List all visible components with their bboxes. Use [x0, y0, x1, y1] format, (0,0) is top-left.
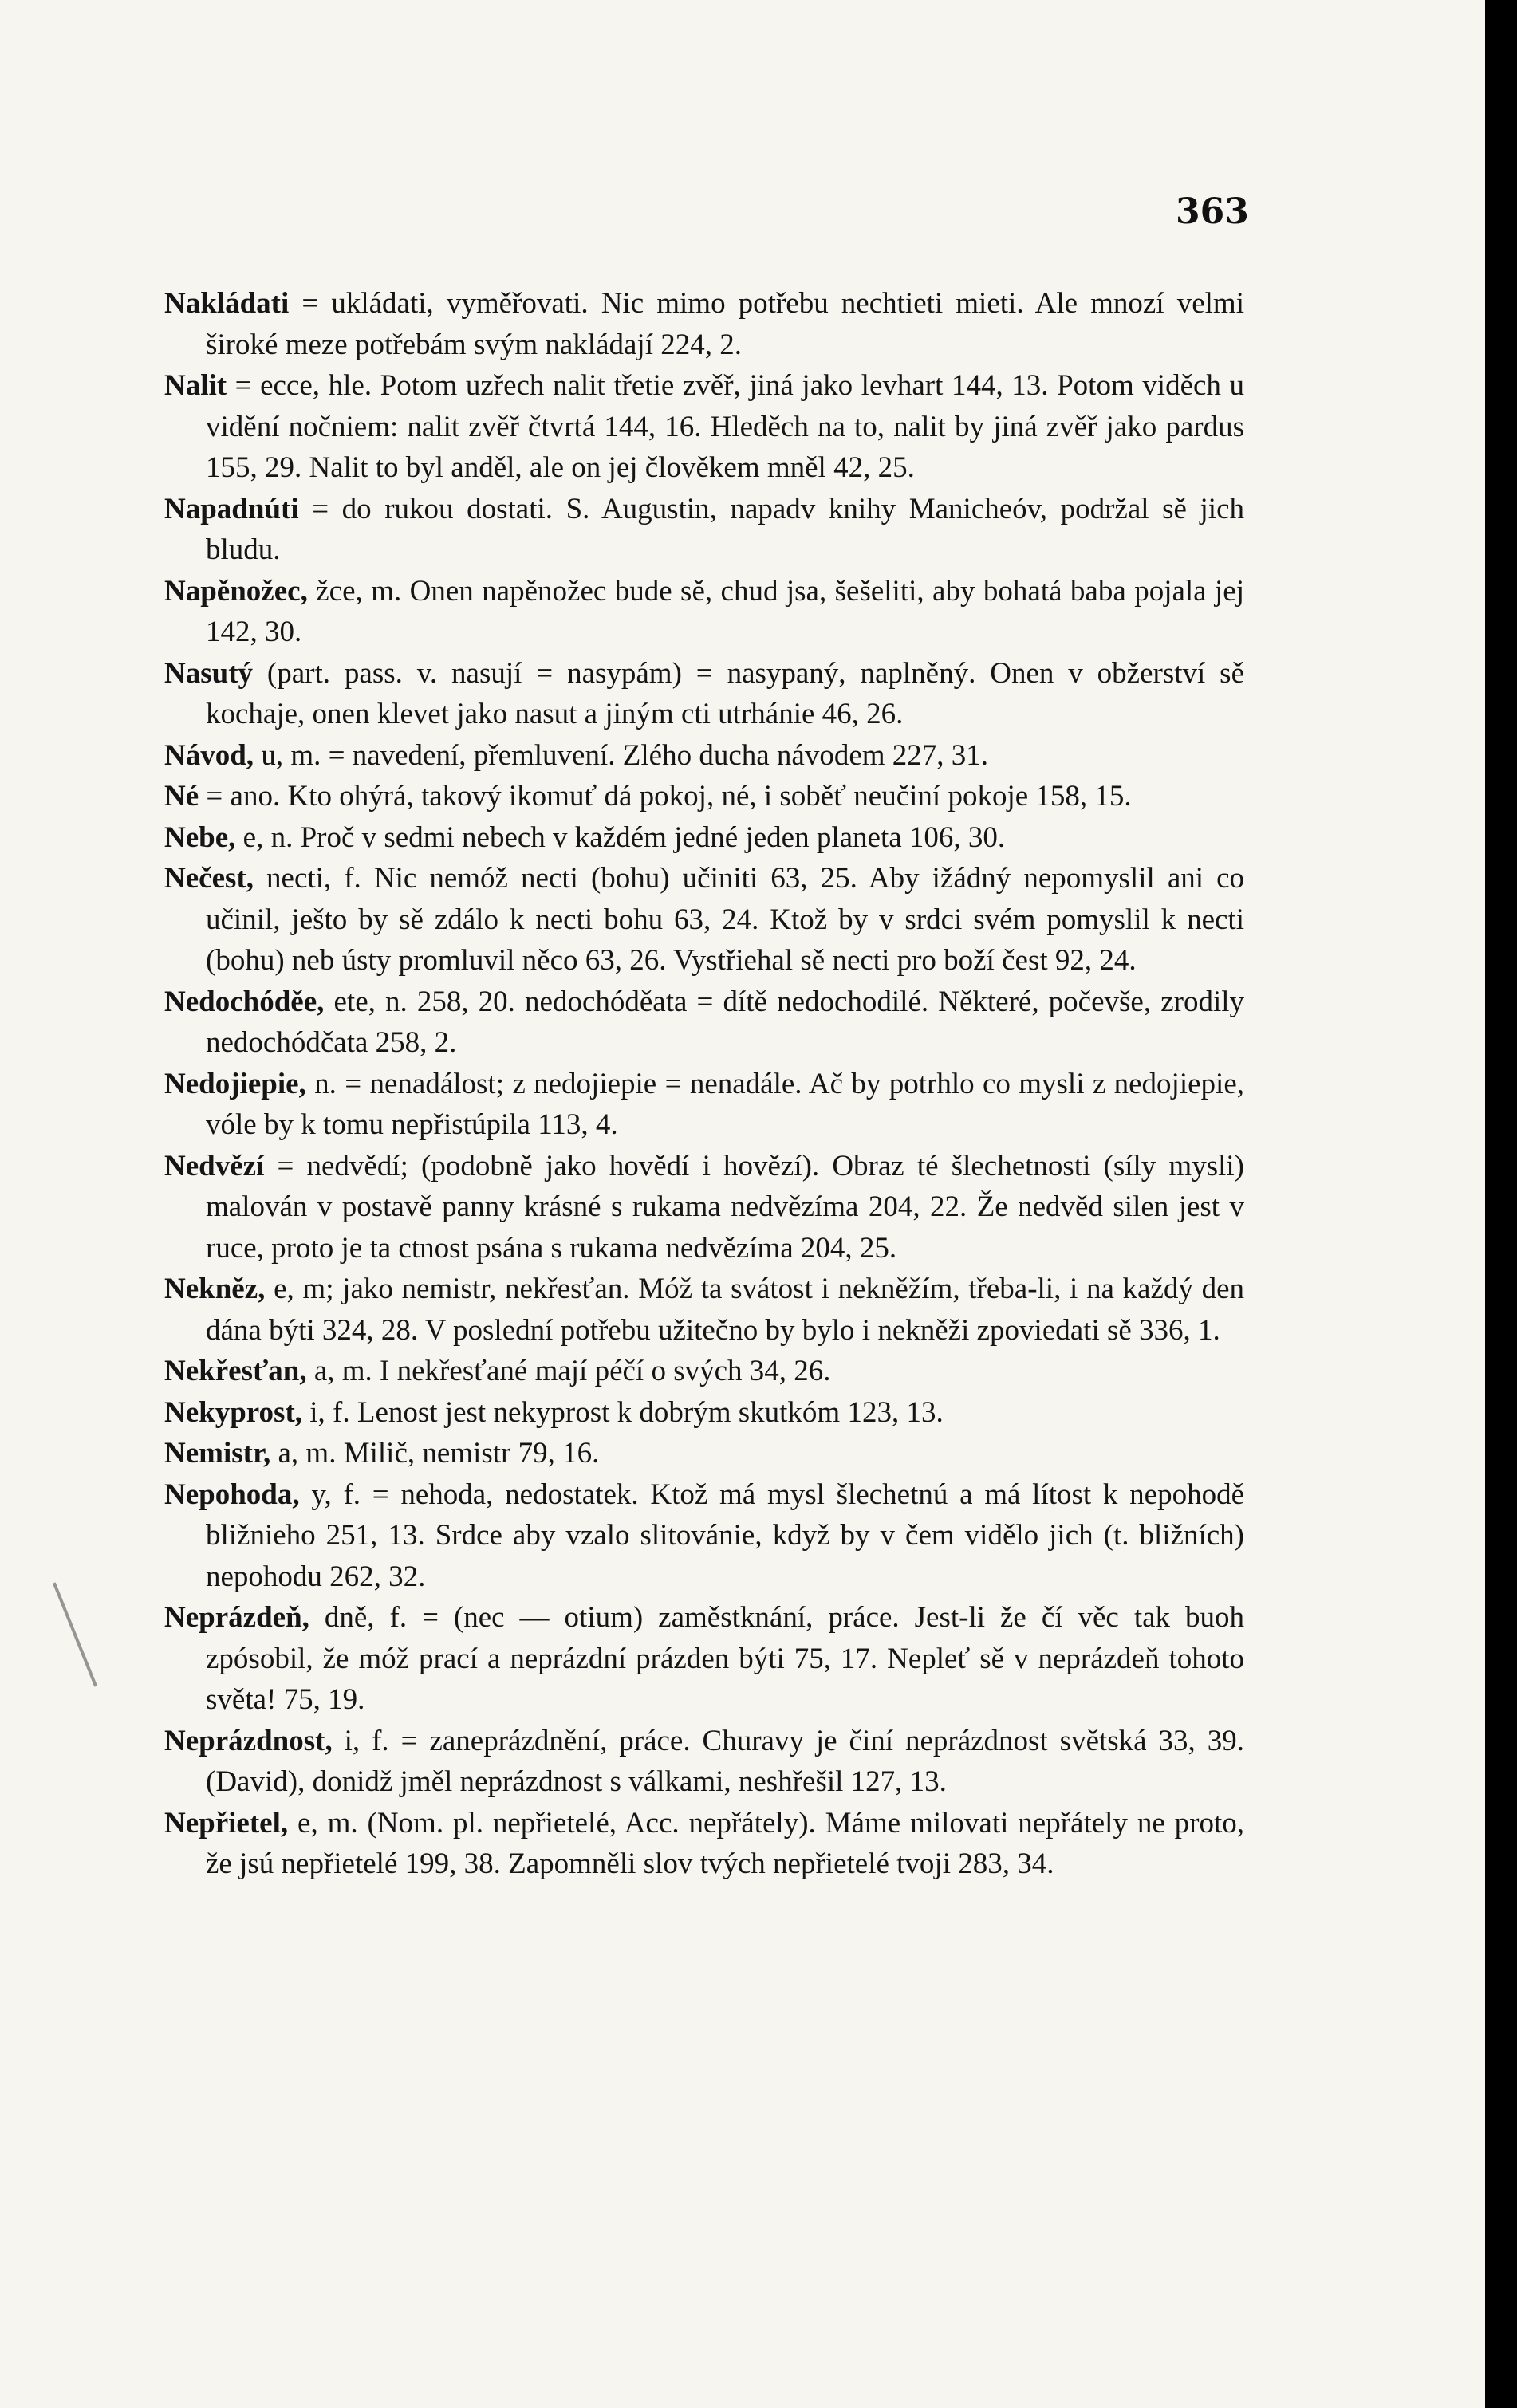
- entry-headword: Nebe,: [164, 820, 236, 854]
- entry-headword: Nekněz,: [164, 1273, 266, 1305]
- entry-body: u, m. = navedení, přemluvení. Zlého ducha návodem 227, 31.: [254, 738, 989, 772]
- margin-pencil-mark: [53, 1582, 97, 1686]
- dictionary-entry: [164, 735, 1244, 777]
- entry-headword: Nedvězí: [164, 1149, 265, 1182]
- entry-headword: Nečest,: [164, 862, 254, 895]
- entry-headword: Nedojiepie,: [164, 1067, 306, 1100]
- entry-body: e, m. (Nom. pl. nepřietelé, Acc. nepřátely). Máme milovati nepřátely ne proto, že jsú nepřietelé 199, 38. Zapomněli slov tvých nepřietelé tvoji 283, 34.: [206, 1806, 1244, 1880]
- entry-body: i, f. = zaneprázdnění, práce. Churavy je činí neprázdnost světská 33, 39. (David), donidž jměl neprázdnost s válkami, neshřešil 127, 13.: [206, 1724, 1244, 1798]
- entry-headword: Neprázdnost,: [164, 1724, 333, 1757]
- entry-headword: Nepřietel,: [164, 1806, 289, 1839]
- page-number: 363: [1176, 191, 1249, 232]
- entry-headword: Napadnúti: [164, 492, 299, 525]
- dictionary-entry: [164, 1433, 1244, 1474]
- dictionary-entry: [164, 1392, 1244, 1434]
- entry-body: a, m. I nekřesťané mají péčí o svých 34, 26.: [306, 1355, 831, 1387]
- dictionary-entry: [164, 1721, 1244, 1803]
- entry-headword: Nasutý: [164, 656, 254, 690]
- entry-body: (part. pass. v. nasují = nasypám) = nasypaný, naplněný. Onen v obžerství sě kochaje, onen klevet jako nasut a jiným cti utrhánie 46, 26.: [206, 656, 1244, 730]
- entry-headword: Neprázdeň,: [164, 1601, 309, 1634]
- entry-body: dně, f. = (nec — otium) zaměstknání, práce. Jest-li že čí věc tak buoh zpósobil, že móž prací a neprázdní prázden býti 75, 17. Nepleť sě v neprázdeň tohoto světa! 75, 19.: [206, 1601, 1244, 1716]
- entry-body: e, m; jako nemistr, nekřesťan. Móž ta svátost i nekněžím, třeba-li, i na každý den dána býti 324, 28. V poslední potřebu užitečno by bylo i nekněži zpoviedati sě 336, 1.: [206, 1273, 1244, 1347]
- dictionary-entry: [164, 1803, 1244, 1885]
- entry-headword: Nakládati: [164, 287, 290, 320]
- entry-headword: Né: [164, 780, 199, 813]
- entry-headword: Návod,: [164, 738, 254, 772]
- entry-headword: Nepohoda,: [164, 1477, 300, 1511]
- entry-body: necti, f. Nic nemóž necti (bohu) učiniti 63, 25. Aby ižádný nepomyslil ani co učinil, ješto by sě zdálo k necti bohu 63, 24. Ktož by v srdci svém pomyslil k necti (bohu) neb ústy promluvil něco 63, 26. Vystřiehal sě necti pro boží čest 92, 24.: [206, 862, 1244, 977]
- dictionary-entry: [164, 858, 1244, 982]
- scan-border: [1485, 0, 1517, 2408]
- dictionary-entry: [164, 653, 1244, 735]
- entry-headword: Napěnožec,: [164, 574, 308, 608]
- entry-body: a, m. Milič, nemistr 79, 16.: [270, 1437, 600, 1470]
- dictionary-entry: [164, 1597, 1244, 1721]
- entry-body: = nedvědí; (podobně jako hovědí i hovězí). Obraz té šlechetnosti (síly mysli) malován v postavě panny krásné s rukama nedvězíma 204, 22. Že nedvěd silen jest v ruce, proto je ta ctnost psána s rukama nedvězíma 204, 25.: [206, 1149, 1244, 1265]
- entry-list: [164, 283, 1244, 1885]
- dictionary-entry: [164, 1269, 1244, 1351]
- dictionary-entry: [164, 365, 1244, 489]
- dictionary-entry: [164, 489, 1244, 571]
- entry-body: i, f. Lenost jest nekyprost k dobrým skutkóm 123, 13.: [302, 1395, 944, 1429]
- entry-body: žce, m. Onen napěnožec bude sě, chud jsa, šešeliti, aby bohatá baba pojala jej 142, 30.: [206, 574, 1244, 648]
- dictionary-entry: [164, 1146, 1244, 1269]
- dictionary-entry: [164, 982, 1244, 1064]
- dictionary-entry: [164, 817, 1244, 859]
- entry-body: e, n. Proč v sedmi nebech v každém jedné jeden planeta 106, 30.: [235, 820, 1006, 854]
- entry-body: y, f. = nehoda, nedostatek. Ktož má mysl šlechetnú a má lítost k nepohodě bližnieho 251, 13. Srdce aby vzalo slitovánie, když by v čem vidělo jich (t. bližních) nepohodu 262, 32.: [206, 1477, 1244, 1593]
- dictionary-entry: [164, 283, 1244, 365]
- entry-headword: Nekyprost,: [164, 1395, 303, 1429]
- entry-body: = ecce, hle. Potom uzřech nalit třetie zvěř, jiná jako levhart 144, 13. Potom viděch u vidění nočniem: nalit zvěř čtvrtá 144, 16. Hleděch na to, nalit by jiná zvěř jako pardus 155, 29. Nalit to byl anděl, ale on jej člověkem mněl 42, 25.: [206, 369, 1244, 484]
- entry-body: = do rukou dostati. S. Augustin, napadv knihy Manicheóv, podržal sě jich bludu.: [206, 492, 1244, 566]
- entry-body: = ano. Kto ohýrá, takový ikomuť dá pokoj, né, i soběť neučiní pokoje 158, 15.: [199, 780, 1132, 813]
- entry-headword: Nekřesťan,: [164, 1355, 307, 1387]
- entry-body: ete, n. 258, 20. nedochóděata = dítě nedochodilé. Některé, počevše, zrodily nedochódčata 258, 2.: [206, 985, 1244, 1059]
- entry-headword: Nemistr,: [164, 1437, 271, 1470]
- entry-body: = ukládati, vyměřovati. Nic mimo potřebu nechtieti mieti. Ale mnozí velmi široké meze potřebám svým nakládají 224, 2.: [206, 287, 1244, 361]
- dictionary-entry: [164, 776, 1244, 817]
- dictionary-entry: [164, 1064, 1244, 1146]
- entry-body: n. = nenadálost; z nedojiepie = nenadále. Ač by potrhlo co mysli z nedojiepie, vóle by k tomu nepřistúpila 113, 4.: [206, 1067, 1244, 1141]
- entry-headword: Nalit: [164, 369, 227, 402]
- dictionary-entry: [164, 1351, 1244, 1392]
- dictionary-entry: [164, 1474, 1244, 1598]
- entry-headword: Nedochóděe,: [164, 985, 325, 1018]
- dictionary-entry: [164, 571, 1244, 653]
